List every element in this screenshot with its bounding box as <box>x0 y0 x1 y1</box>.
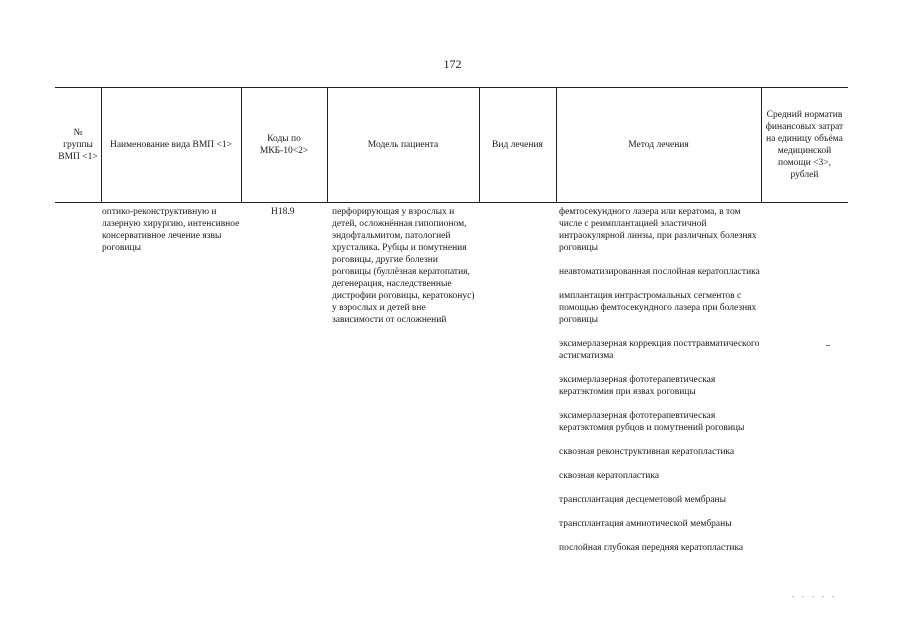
header-avg-cost: Средний норматив финансовых затрат на единицу объёма медицинской помощи <3>, рублей <box>765 110 844 180</box>
method-item: эксимерлазерная фототерапевтическая кератэктомия рубцов и помутнений роговицы <box>559 411 745 433</box>
method-item: эксимерлазерная коррекция посттравматического астигматизма <box>559 339 760 361</box>
method-item: послойная глубокая передняя кератопластика <box>559 543 744 553</box>
method-item: эксимерлазерная фототерапевтическая кератэктомия при язвах роговицы <box>559 375 716 397</box>
row-methods <box>559 206 764 566</box>
header-treatment-method: Метод лечения <box>628 140 689 150</box>
method-item: сквозная кератопластика <box>559 471 660 481</box>
page-number: 172 <box>443 57 462 71</box>
method-item: сквозная реконструктивная кератопластика <box>559 447 735 457</box>
header-mkb-codes: Коды по МКБ-10<2> <box>259 134 309 156</box>
header-vmp-name: Наименование вида ВМП <1> <box>109 140 233 150</box>
header-group-no: № группы ВМП <1> <box>58 128 98 162</box>
method-item: фемтосекундного лазера или кератома, в том числе с реимплантацией эластичной интраокулярной линзы, при различных болезнях роговицы <box>559 207 757 253</box>
row-vmp-name: оптико-реконструктивную и лазерную хирургию, интенсивное консервативное лечение язвы роговицы <box>102 207 240 253</box>
method-item: неавтоматизированная послойная кератопластика <box>559 267 760 277</box>
method-item: имплантация интрастромальных сегментов с помощью фемтосекундного лазера при болезнях роговицы <box>559 291 757 325</box>
table-header <box>55 87 848 203</box>
row-mkb-code: H18.9 <box>271 207 295 217</box>
method-item: трансплантация амниотической мембраны <box>559 519 732 529</box>
method-item: трансплантация десцеметовой мембраны <box>559 495 727 505</box>
header-patient-model: Модель пациента <box>367 140 439 150</box>
scan-mark <box>826 345 830 346</box>
row-patient-model: перфорирующая у взрослых и детей, осложнённая гипопионом, эндофтальмитом, патологией хрусталика. Рубцы и помутнения роговицы, другие болезни роговицы (буллёзная кератопатия, дегенерация, наследственные дистрофии роговицы, кератоконус) у взрослых и детей вне зависимости от осложнений <box>332 207 475 325</box>
header-treatment-type: Вид лечения <box>492 140 543 150</box>
scan-artifact: . . . . . <box>792 590 837 599</box>
